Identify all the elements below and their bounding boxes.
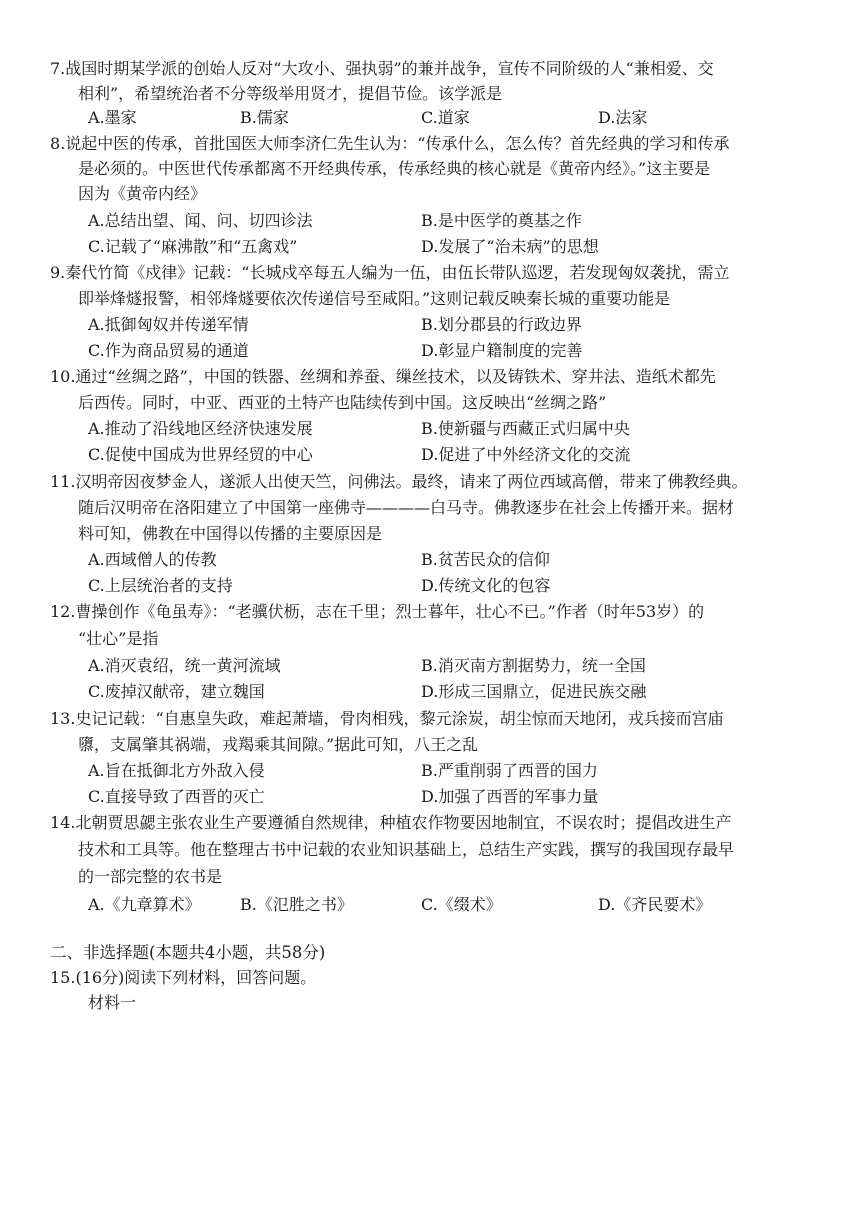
question-12-stem-line-1: 12.曹操创作《龟虽寿》：“老骥伏枥，志在千里；烈士暮年，壮心不已。”作者（时年53岁）的 (50, 602, 705, 621)
question-11-stem-line-1: 11.汉明帝因夜梦金人，遂派人出使天竺，问佛法。最终，请来了两位西域高僧，带来了佛教经典。 (50, 472, 748, 491)
question-9-stem-line-1: 9.秦代竹简《戍律》记载：“长城戍卒每五人编为一伍，由伍长带队巡逻，若发现匈奴袭扰，需立 (50, 263, 730, 282)
question-11-option-b: B.贫苦民众的信仰 (421, 550, 550, 569)
section-title: 二、非选择题(本题共4小题，共58分) (50, 943, 326, 962)
question-10-option-c: C.促使中国成为世界经贸的中心 (88, 445, 313, 464)
question-12-stem-line-2: “壮心”是指 (78, 629, 159, 648)
question-8-option-d: D.发展了“治未病”的思想 (421, 237, 599, 256)
question-13-option-d: D.加强了西晋的军事力量 (421, 787, 599, 806)
question-10-stem-line-1: 10.通过“丝绸之路”，中国的铁器、丝绸和养蚕、缫丝技术，以及铸铁术、穿井法、造纸术都先 (50, 367, 716, 386)
question-14-option-c: C.《缀术》 (421, 895, 502, 914)
question-13-stem-line-1: 13.史记记载：“自惠皇失政，难起萧墙，骨肉相残，黎元涂炭，胡尘惊而天地闭，戎兵接而宫庙 (50, 709, 724, 728)
question-10-stem-line-2: 后西传。同时，中亚、西亚的土特产也陆续传到中国。这反映出“丝绸之路” (78, 393, 607, 412)
question-10-option-d: D.促进了中外经济文化的交流 (421, 445, 631, 464)
question-9-option-b: B.划分郡县的行政边界 (421, 315, 582, 334)
question-15-stem: 15.(16分)阅读下列材料，回答问题。 (50, 968, 317, 987)
question-7-option-d: D.法家 (598, 108, 648, 127)
question-7-option-a: A.墨家 (88, 108, 137, 127)
question-8-stem-line-2: 是必须的。中医世代传承都离不开经典传承，传承经典的核心就是《黄帝内经》。”这主要是 (78, 159, 711, 178)
question-12-option-b: B.消灭南方割据势力，统一全国 (421, 656, 646, 675)
question-11-option-a: A.西域僧人的传教 (88, 550, 217, 569)
question-10-option-a: A.推动了沿线地区经济快速发展 (88, 419, 313, 438)
question-8-stem-line-1: 8.说起中医的传承，首批国医大师李济仁先生认为：“传承什么，怎么传？首先经典的学习和传承 (50, 134, 730, 153)
question-11-option-c: C.上层统治者的支持 (88, 576, 233, 595)
question-13-stem-line-2: 隳，支属肇其祸端，戎羯乘其间隙。”据此可知，八王之乱 (78, 735, 479, 754)
material-label: 材料一 (88, 993, 137, 1012)
question-10-option-b: B.使新疆与西藏正式归属中央 (421, 419, 630, 438)
question-8-option-c: C.记载了“麻沸散”和“五禽戏” (88, 237, 298, 256)
question-7-option-c: C.道家 (421, 108, 470, 127)
question-12-option-c: C.废掉汉献帝，建立魏国 (88, 682, 265, 701)
question-9-option-a: A.抵御匈奴并传递军情 (88, 315, 249, 334)
question-9-option-c: C.作为商品贸易的通道 (88, 341, 249, 360)
question-13-option-a: A.旨在抵御北方外敌入侵 (88, 761, 265, 780)
question-13-option-b: B.严重削弱了西晋的国力 (421, 761, 598, 780)
question-8-stem-line-3: 因为《黄帝内经》 (78, 184, 207, 203)
question-7-option-b: B.儒家 (240, 108, 289, 127)
question-7-stem-line-2: 相利”，希望统治者不分等级举用贤才，提倡节俭。该学派是 (78, 84, 503, 103)
question-14-stem-line-3: 的一部完整的农书是 (78, 867, 223, 886)
question-14-option-d: D.《齐民要术》 (598, 895, 712, 914)
question-12-option-d: D.形成三国鼎立，促进民族交融 (421, 682, 647, 701)
question-13-option-c: C.直接导致了西晋的灭亡 (88, 787, 265, 806)
question-14-stem-line-1: 14.北朝贾思勰主张农业生产要遵循自然规律，种植农作物要因地制宜，不误农时；提倡改进生产 (50, 813, 732, 832)
question-11-option-d: D.传统文化的包容 (421, 576, 551, 595)
question-14-option-b: B.《氾胜之书》 (240, 895, 353, 914)
question-8-option-a: A.总结出望、闻、问、切四诊法 (88, 211, 313, 230)
question-7-stem-line-1: 7.战国时期某学派的创始人反对“大攻小、强执弱”的兼并战争，宣传不同阶级的人“兼相爱、交 (50, 59, 714, 78)
question-8-option-b: B.是中医学的奠基之作 (421, 211, 582, 230)
question-11-stem-line-3: 料可知，佛教在中国得以传播的主要原因是 (78, 524, 383, 543)
question-9-option-d: D.彰显户籍制度的完善 (421, 341, 583, 360)
question-14-stem-line-2: 技术和工具等。他在整理古书中记载的农业知识基础上，总结生产实践，撰写的我国现存最早 (78, 840, 735, 859)
question-9-stem-line-2: 即举烽燧报警，相邻烽燧要依次传递信号至咸阳。”这则记载反映秦长城的重要功能是 (78, 289, 671, 308)
question-14-option-a: A.《九章算术》 (88, 895, 201, 914)
question-11-stem-line-2: 随后汉明帝在洛阳建立了中国第一座佛寺————白马寺。佛教逐步在社会上传播开来。据材 (78, 498, 735, 517)
question-12-option-a: A.消灭袁绍，统一黄河流域 (88, 656, 281, 675)
